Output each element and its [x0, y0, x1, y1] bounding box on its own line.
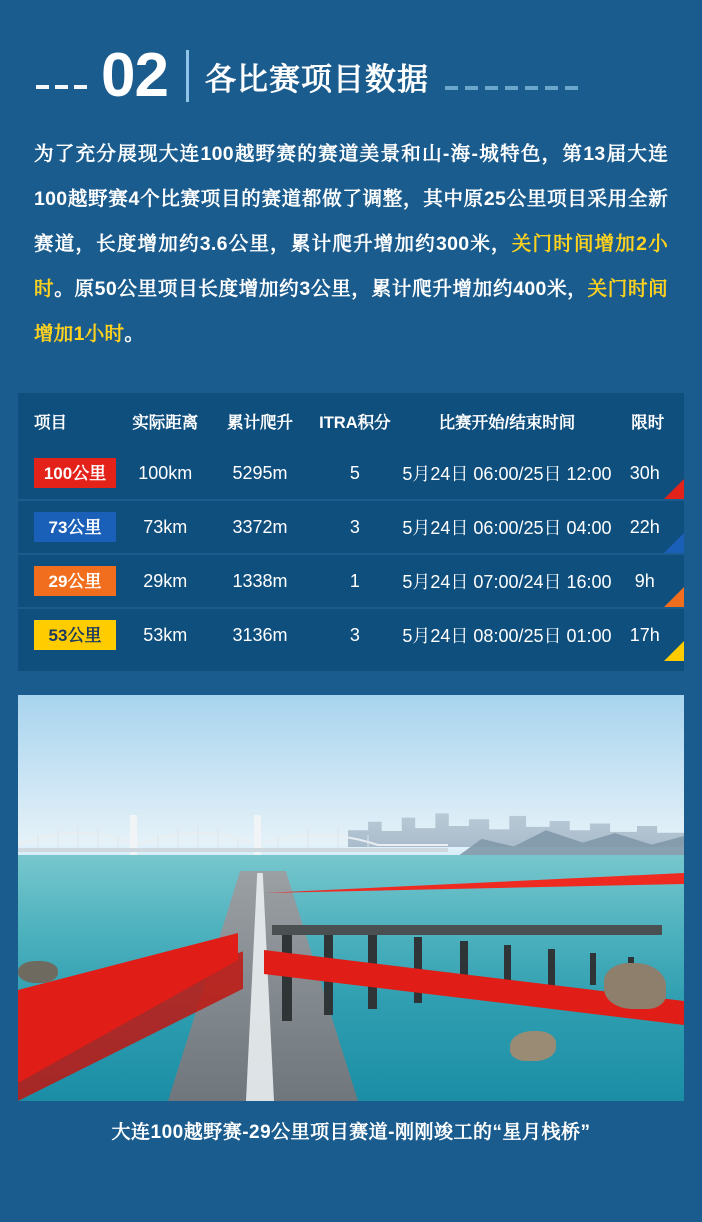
row-itra-cell: 5: [349, 462, 360, 483]
row-itra-cell: 3: [349, 624, 360, 645]
row-time-cell: 5月24日 07:00/24日 16:00: [402, 572, 612, 592]
row-itra-cell: 3: [349, 516, 360, 537]
corner-triangle-icon: [664, 641, 684, 661]
row-limit-cell: [612, 500, 684, 554]
table-header-limit: 限时: [631, 414, 665, 432]
table-row: [18, 554, 684, 608]
table-header-itra: ITRA积分: [319, 414, 391, 432]
paragraph-text-3: 。: [124, 323, 145, 345]
row-project-cell: [18, 554, 118, 608]
row-limit-cell: [612, 554, 684, 608]
project-tag: 29公里: [34, 566, 116, 596]
table-row: [18, 608, 684, 661]
project-tag: 73公里: [34, 512, 116, 542]
section-number: 02: [101, 41, 168, 110]
row-climb-cell: 1338m: [232, 570, 288, 591]
table-header-climb: 累计爬升: [227, 414, 294, 432]
table-header-distance: 实际距离: [132, 414, 199, 432]
project-tag: 53公里: [34, 620, 116, 650]
limit-value: 17h: [629, 624, 660, 645]
corner-triangle-icon: [664, 533, 684, 553]
project-tag: 100公里: [34, 458, 116, 488]
paragraph-highlight-1: 关门时间增加2小时: [34, 233, 668, 300]
row-time-cell: 5月24日 06:00/25日 04:00: [402, 518, 612, 538]
row-project-cell: [18, 500, 118, 554]
photo-rock: [510, 1031, 556, 1061]
row-itra-cell: 1: [349, 570, 360, 591]
paragraph-text-2: 。原50公里项目长度增加约3公里，累计爬升增加约400米，: [54, 278, 588, 300]
row-time-cell: 5月24日 08:00/25日 01:00: [402, 626, 612, 646]
photo-caption: 大连100越野赛-29公里项目赛道-刚刚竣工的“星月栈桥”: [111, 1122, 591, 1143]
intro-paragraph: [34, 132, 668, 357]
row-limit-cell: [612, 608, 684, 661]
row-project-cell: [18, 608, 118, 661]
table-header-project: 项目: [34, 414, 67, 432]
row-project-cell: [18, 447, 118, 500]
row-distance-cell: 100km: [138, 462, 193, 483]
limit-value: 9h: [634, 570, 655, 591]
table-row: [18, 500, 684, 554]
row-distance-cell: 29km: [143, 570, 188, 591]
paragraph-text-1: 为了充分展现大连100越野赛的赛道美景和山-海-城特色，第13届大连100越野赛4个比赛项目的赛道都做了调整，其中原25公里项目采用全新赛道，长度增加约3.6公里，累计爬升增加约300米，: [34, 143, 668, 255]
table-row: [18, 447, 684, 500]
row-time-cell: 5月24日 06:00/25日 12:00: [402, 464, 612, 484]
course-photo: [18, 695, 684, 1101]
dashes-left-decoration: [36, 85, 87, 89]
limit-value: 22h: [629, 516, 660, 537]
paragraph-highlight-2: 关门时间增加1小时: [34, 278, 668, 345]
row-climb-cell: 3136m: [232, 624, 288, 645]
race-data-table: [18, 393, 684, 671]
row-distance-cell: 53km: [143, 624, 188, 645]
photo-rock: [604, 963, 666, 1009]
photo-rock: [18, 961, 58, 983]
row-distance-cell: 73km: [143, 516, 188, 537]
table-header-time: 比赛开始/结束时间: [438, 414, 576, 432]
corner-triangle-icon: [664, 587, 684, 607]
table-header-row: [18, 393, 684, 447]
row-limit-cell: [612, 447, 684, 500]
page-title: 各比赛项目数据: [204, 61, 429, 97]
dashes-right-decoration: [445, 86, 578, 90]
row-climb-cell: 5295m: [232, 462, 288, 483]
header-divider: [186, 50, 189, 102]
limit-value: 30h: [629, 462, 660, 483]
row-climb-cell: 3372m: [232, 516, 288, 537]
corner-triangle-icon: [664, 479, 684, 499]
section-header: [0, 0, 702, 118]
